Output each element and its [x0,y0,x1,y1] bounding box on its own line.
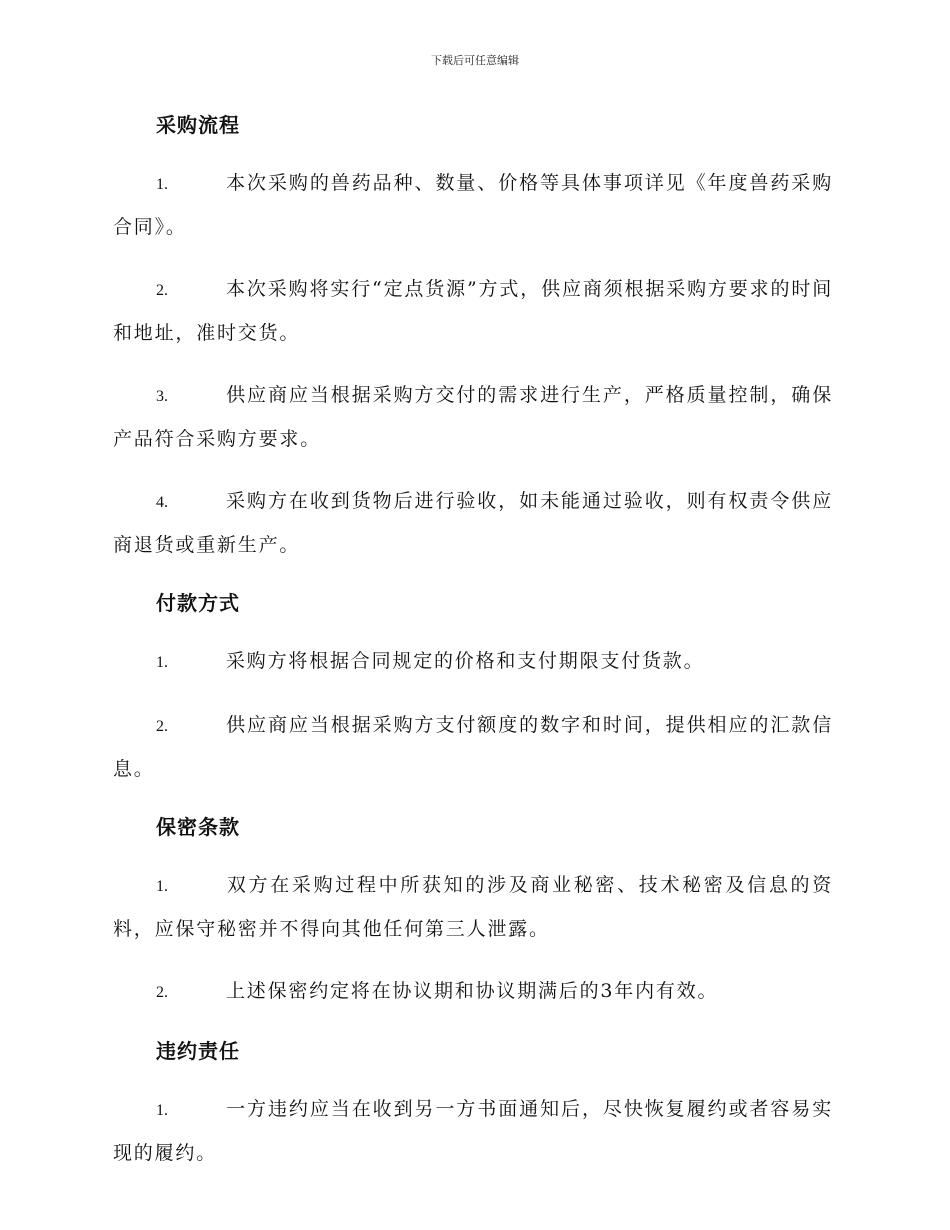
item-number: 1. [156,1102,168,1119]
item-text: 本次采购将实行“定点货源”方式，供应商须根据采购方要求的时间和地址，准时交货。 [113,278,833,344]
item-number: 1. [156,654,168,671]
item-number: 2. [156,282,168,299]
item-number: 4. [156,494,168,511]
section-title: 采购流程 [156,113,240,137]
item-text: 双方在采购过程中所获知的涉及商业秘密、技术秘密及信息的资料，应保守秘密并不得向其他任何第三人泄露。 [113,874,833,940]
list-item [113,640,833,684]
list-item [113,162,833,248]
item-text: 采购方将根据合同规定的价格和支付期限支付货款。 [226,650,705,672]
item-text: 供应商应当根据采购方支付额度的数字和时间，提供相应的汇款信息。 [113,714,833,780]
page-header: 下载后可任意编辑 [431,54,519,67]
item-text: 一方违约应当在收到另一方书面通知后，尽快恢复履约或者容易实现的履约。 [113,1098,833,1164]
item-text: 采购方在收到货物后进行验收，如未能通过验收，则有权责令供应商退货或重新生产。 [113,490,833,556]
section-procurement-process [113,108,833,566]
item-number: 2. [156,984,168,1001]
list-item [113,268,833,354]
item-number: 1. [156,878,168,895]
list-item [113,1088,833,1174]
item-number: 1. [156,176,168,193]
section-breach-liability [113,1034,833,1174]
section-title: 违约责任 [156,1039,240,1063]
item-number: 3. [156,388,168,405]
item-text: 供应商应当根据采购方交付的需求进行生产，严格质量控制，确保产品符合采购方要求。 [113,384,833,450]
list-item [113,864,833,950]
section-payment-method [113,586,833,790]
section-title: 保密条款 [156,815,240,839]
list-item [113,480,833,566]
item-text: 上述保密约定将在协议期和协议期满后的3年内有效。 [226,980,719,1002]
list-item [113,704,833,790]
item-text: 本次采购的兽药品种、数量、价格等具体事项详见《年度兽药采购合同》。 [113,172,833,238]
item-number: 2. [156,718,168,735]
document-body [113,108,833,1194]
list-item [113,970,833,1014]
list-item [113,374,833,460]
section-title: 付款方式 [156,591,240,615]
section-confidentiality [113,810,833,1014]
